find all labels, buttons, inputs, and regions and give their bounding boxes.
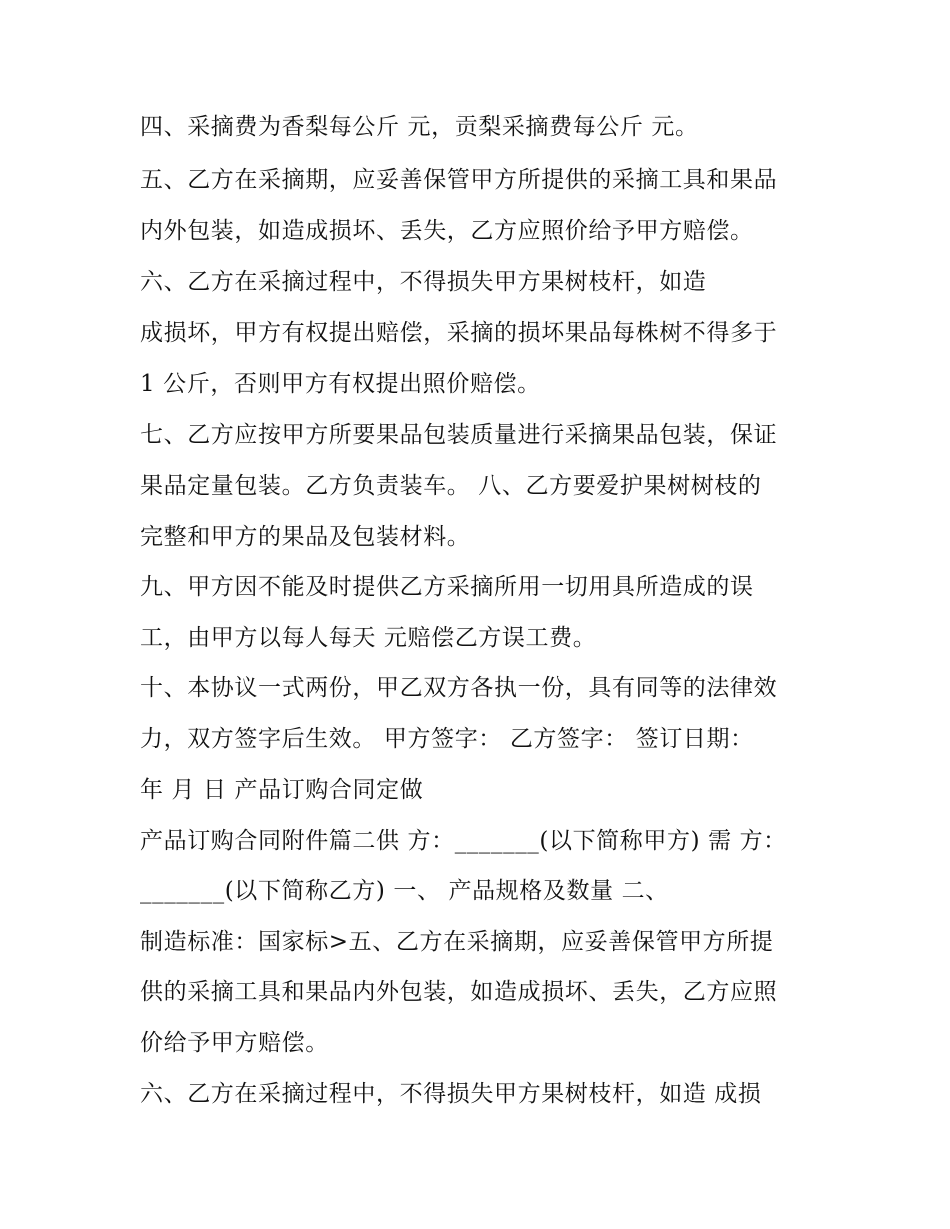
- text-line: 年 月 日 产品订购合同定做: [140, 777, 424, 803]
- text-line: 工，由甲方以每人每天 元赔偿乙方误工费。: [140, 625, 597, 651]
- text-line: 1 公斤，否则甲方有权提出照价赔偿。: [140, 371, 541, 397]
- text-line: 内外包装，如造成损坏、丢失，乙方应照价给予甲方赔偿。: [140, 218, 754, 244]
- text-line: 价给予甲方赔偿。: [140, 1030, 329, 1056]
- text-line: 十、本协议一式两份，甲乙双方各执一份，具有同等的法律效: [140, 675, 778, 701]
- text-line: 力，双方签字后生效。 甲方签字： 乙方签字： 签订日期：: [140, 726, 754, 752]
- text-line: 供的采摘工具和果品内外包装，如造成损坏、丢失，乙方应照: [140, 979, 778, 1005]
- text-line: 四、采摘费为香梨每公斤 元，贡梨采摘费每公斤 元。: [140, 114, 699, 140]
- text-line: 七、乙方应按甲方所要果品包装质量进行采摘果品包装，保证: [140, 422, 778, 448]
- text-line: 完整和甲方的果品及包装材料。: [140, 524, 471, 550]
- text-line: 成损坏，甲方有权提出赔偿，采摘的损坏果品每株树不得多于: [140, 320, 778, 346]
- text-line: _______(以下简称乙方) 一、 产品规格及数量 二、: [140, 878, 669, 904]
- text-line: 六、乙方在采摘过程中，不得损失甲方果树枝杆，如造: [140, 269, 707, 295]
- text-line: 产品订购合同附件篇二供 方：_______(以下简称甲方) 需 方：: [140, 828, 787, 854]
- text-line: 制造标准：国家标>五、乙方在采摘期，应妥善保管甲方所提: [140, 929, 774, 955]
- text-line: 五、乙方在采摘期，应妥善保管甲方所提供的采摘工具和果品: [140, 167, 778, 193]
- text-line: 六、乙方在采摘过程中，不得损失甲方果树枝杆，如造 成损: [140, 1081, 762, 1107]
- text-line: 果品定量包装。乙方负责装车。 八、乙方要爱护果树树枝的: [140, 473, 762, 499]
- text-line: 九、甲方因不能及时提供乙方采摘所用一切用具所造成的误: [140, 574, 754, 600]
